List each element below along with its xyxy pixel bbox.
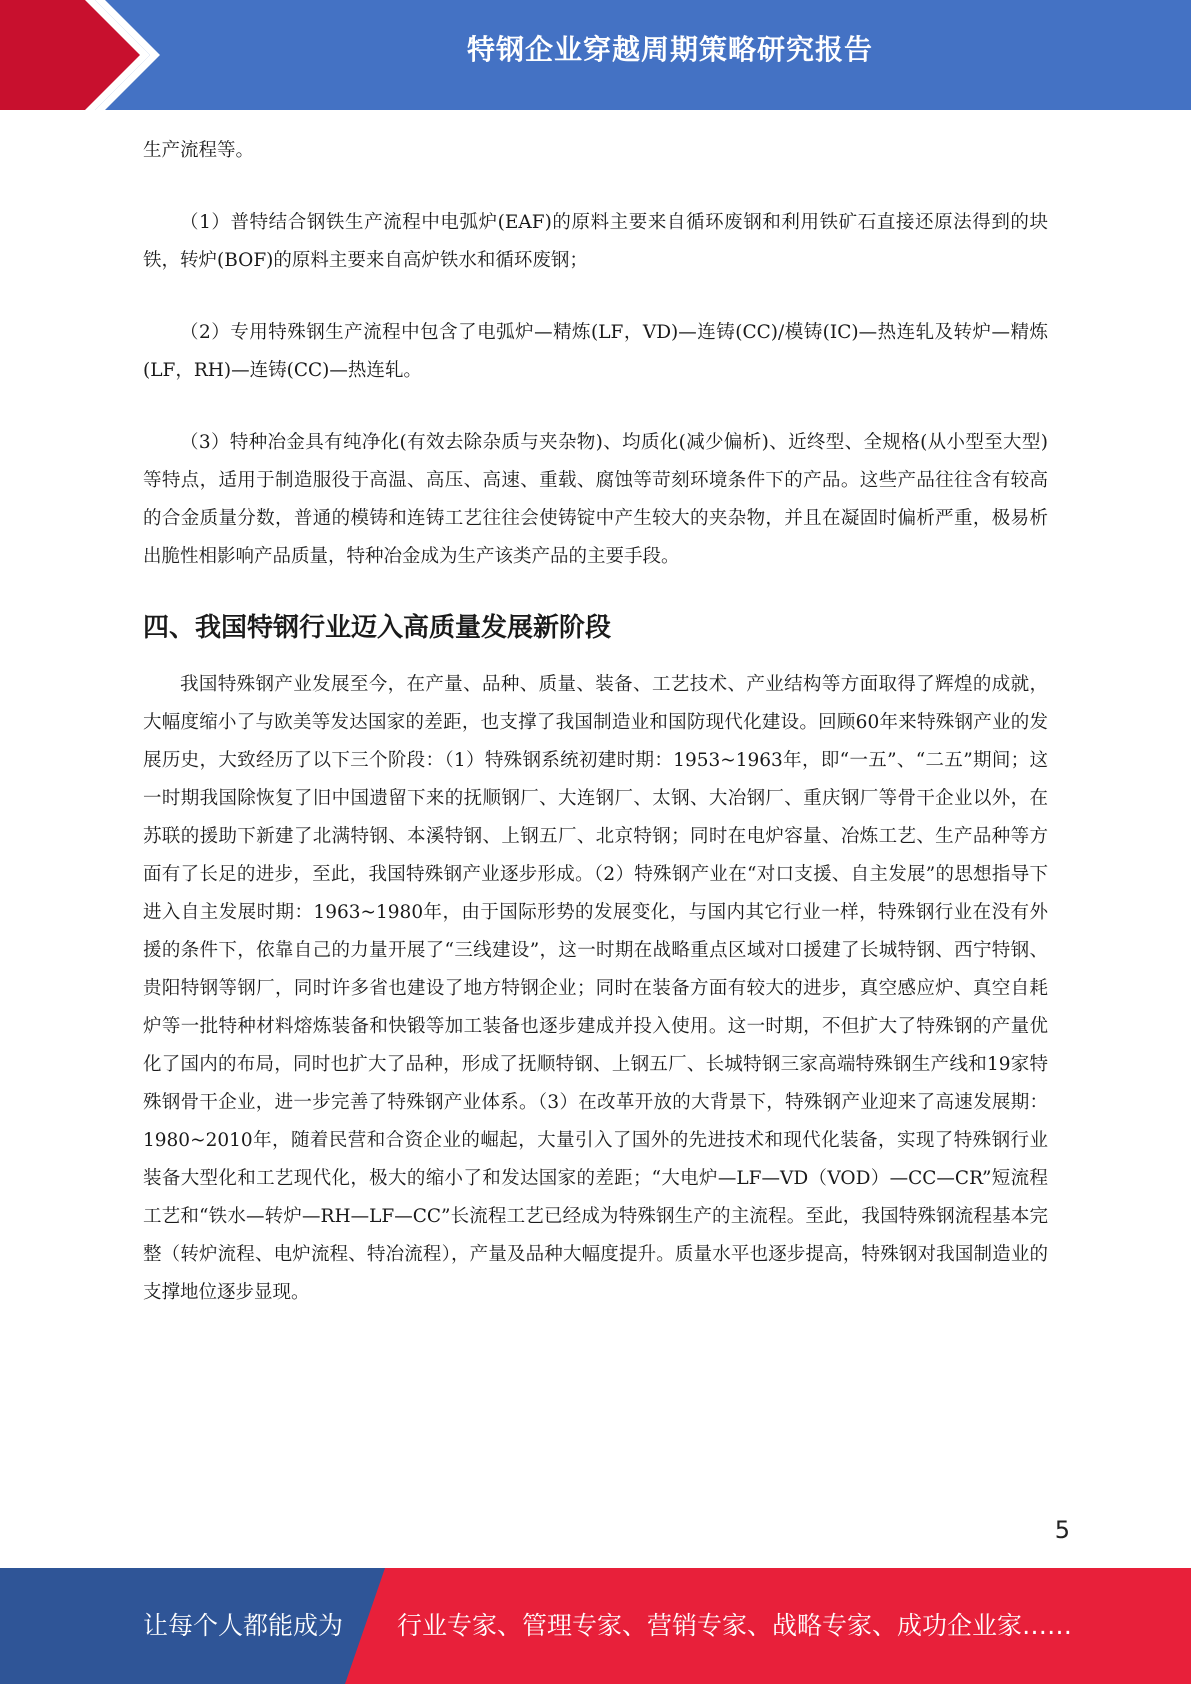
paragraph-2: （2）专用特殊钢生产流程中包含了电弧炉—精炼(LF，VD)—连铸(CC)/模铸(IC)—热连轧及转炉—精炼(LF，RH)—连铸(CC)—热连轧。 [143, 322, 1048, 381]
report-title: 特钢企业穿越周期策略研究报告 [466, 33, 873, 66]
section-heading: 四、我国特钢行业迈入高质量发展新阶段 [143, 613, 612, 643]
paragraph-intro-tail: 生产流程等。 [143, 140, 255, 161]
footer-slogan-right: 行业专家、管理专家、营销专家、战略专家、成功企业家…… [397, 1611, 1073, 1640]
paragraph-4: 我国特殊钢产业发展至今，在产量、品种、质量、装备、工艺技术、产业结构等方面取得了辉煌的成就，大幅度缩小了与欧美等发达国家的差距，也支撑了我国制造业和国防现代化建设。回顾60年来特殊钢产业的发展历史，大致经历了以下三个阶段：（1）特殊钢系统初建时期：1953~1963年，即“一五”、“二五”期间；这一时期我国除恢复了旧中国遗留下来的抚顺钢厂、大连钢厂、太钢、大冶钢厂、重庆钢厂等骨干企业以外，在苏联的援助下新建了北满特钢、本溪特钢、上钢五厂、北京特钢；同时在电炉容量、冶炼工艺、生产品种等方面有了长足的进步，至此，我国特殊钢产业逐步形成。（2）特殊钢产业在“对口支援、自主发展”的思想指导下进入自主发展时期：1963~1980年，由于国际形势的发展变化，与国内其它行业一样，特殊钢行业在没有外援的条件下，依靠自己的力量开展了“三线建设”，这一时期在战略重点区域对口援建了长城特钢、西宁特钢、贵阳特钢等钢厂，同时许多省也建设了地方特钢企业；同时在装备方面有较大的进步，真空感应炉、真空自耗炉等一批特种材料熔炼装备和快锻等加工装备也逐步建成并投入使用。这一时期，不但扩大了特殊钢的产量优化了国内的布局，同时也扩大了品种，形成了抚顺特钢、上钢五厂、长城特钢三家高端特殊钢生产线和19家特殊钢骨干企业，进一步完善了特殊钢产业体系。（3）在改革开放的大背景下，特殊钢产业迎来了高速发展期：1980~2010年，随着民营和合资企业的崛起，大量引入了国外的先进技术和现代化装备，实现了特殊钢行业装备大型化和工艺现代化，极大的缩小了和发达国家的差距；“大电炉—LF—VD（VOD）—CC—CR”短流程工艺和“铁水—转炉—RH—LF—CC”长流程工艺已经成为特殊钢生产的主流程。至此，我国特殊钢流程基本完整（转炉流程、电炉流程、特冶流程），产量及品种大幅度提升。质量水平也逐步提高，特殊钢对我国制造业的支撑地位逐步显现。 [143, 674, 1048, 1303]
page-footer [0, 1568, 1191, 1684]
page-header [0, 0, 1191, 110]
paragraph-1: （1）普特结合钢铁生产流程中电弧炉(EAF)的原料主要来自循环废钢和利用铁矿石直接还原法得到的块铁，转炉(BOF)的原料主要来自高炉铁水和循环废钢； [143, 212, 1048, 271]
footer-slogan-left: 让每个人都能成为 [143, 1611, 344, 1640]
header-arrow-graphic [0, 0, 200, 110]
paragraph-3: （3）特种冶金具有纯净化(有效去除杂质与夹杂物)、均质化(减少偏析)、近终型、全规格(从小型至大型)等特点，适用于制造服役于高温、高压、高速、重载、腐蚀等苛刻环境条件下的产品。这些产品往往含有较高的合金质量分数，普通的模铸和连铸工艺往往会使铸锭中产生较大的夹杂物，并且在凝固时偏析严重，极易析出脆性相影响产品质量，特种冶金成为生产该类产品的主要手段。 [143, 432, 1048, 567]
page-number: 5 [1054, 1516, 1070, 1544]
document-body [143, 132, 1048, 1312]
